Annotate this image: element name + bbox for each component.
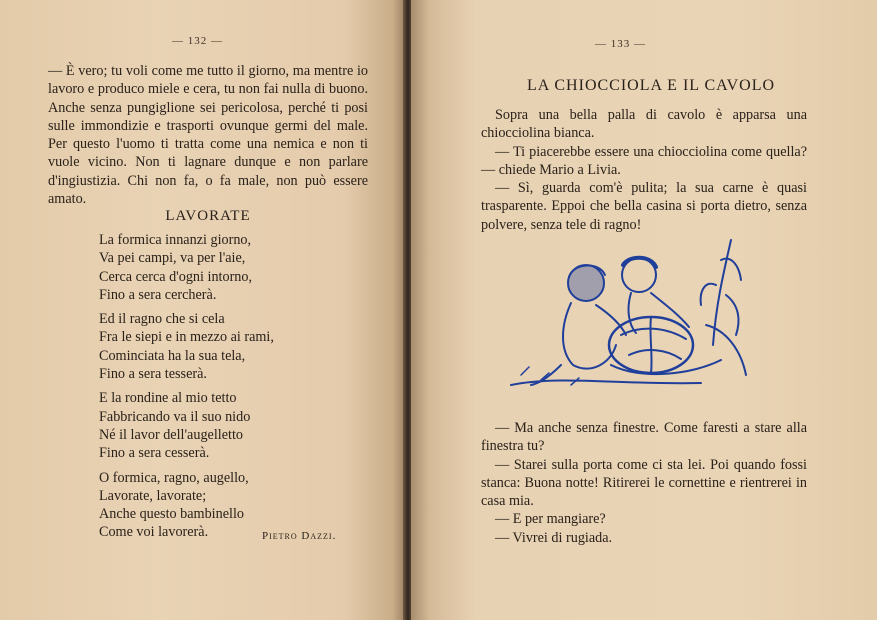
poem-author: Pietro Dazzi.: [262, 530, 337, 542]
poem-line: Fino a sera cesserà.: [99, 445, 210, 462]
paragraph: — E per mangiare?: [495, 511, 606, 528]
page-number: — 133 —: [595, 38, 646, 50]
poem-line: Cerca cerca d'ogni intorno,: [99, 268, 253, 285]
poem-line: Fra le siepi e in mezzo ai rami,: [99, 329, 274, 346]
poem-line: Né il lavor dell'augelletto: [99, 426, 243, 443]
poem-line: Come voi lavorerà.: [99, 524, 209, 541]
poem-line: E la rondine al mio tetto: [99, 390, 237, 407]
poem: [99, 231, 274, 548]
right-page: [411, 0, 877, 620]
children-cabbage-illustration: [501, 235, 761, 395]
poem-title: LAVORATE: [165, 208, 251, 224]
poem-line: Va pei campi, va per l'aie,: [99, 250, 246, 267]
left-page: [0, 0, 405, 620]
paragraph: — Vivrei di rugiada.: [495, 529, 613, 546]
prose-text: — È vero; tu voli come me tutto il giorno, ma mentre io lavoro e produco miele e cera, tu non fai nulla di buono. Anche senza pungiglione sei pericolosa, perché ti posi sulle immondizie e trasporti ovunque germi del male. Per questo l'uomo ti tratta come una nemica e non ti vuole vicino. Non ti lagnare dunque e non parlare d'ingiustizia. Chi non fa, o fa male, non può essere amato.: [48, 63, 368, 208]
poem-line: Fabbricando va il suo nido: [99, 408, 251, 425]
paragraph: — Sì, guarda com'è pulita; la sua carne è quasi trasparente. Eppoi che bella casina si porta dietro, senza polvere, senza tele di ragno!: [481, 180, 807, 233]
paragraph: — Ti piacerebbe essere una chiocciolina come quella? — chiede Mario a Livia.: [481, 143, 807, 178]
stanza: [99, 469, 274, 542]
stanza: [99, 231, 274, 304]
stanza: [99, 310, 274, 383]
poem-line: Cominciata ha la sua tela,: [99, 347, 246, 364]
poem-line: Anche questo bambinello: [99, 506, 244, 523]
story-text-bottom: [481, 419, 807, 547]
prose-paragraph: [48, 62, 368, 208]
paragraph: — Starei sulla porta come ci sta lei. Poi quando fossi stanca: Buona notte! Ritirerei le cornettine e rientrerei in casa mia.: [481, 456, 807, 510]
poem-line: Fino a sera cercherà.: [99, 286, 217, 303]
poem-line: Ed il ragno che si cela: [99, 311, 225, 328]
poem-line: O formica, ragno, augello,: [99, 469, 249, 486]
poem-line: Fino a sera tesserà.: [99, 366, 207, 383]
poem-line: La formica innanzi giorno,: [99, 232, 252, 248]
story-title: LA CHIOCCIOLA E IL CAVOLO: [526, 77, 776, 94]
stanza: [99, 389, 274, 462]
paragraph: Sopra una bella palla di cavolo è apparsa una chiocciolina bianca.: [481, 107, 807, 142]
paragraph: — Ma anche senza finestre. Come faresti a stare alla finestra tu?: [481, 420, 807, 455]
page-number: — 132 —: [172, 35, 223, 47]
poem-line: Lavorate, lavorate;: [99, 487, 207, 504]
story-text-top: [481, 106, 807, 234]
